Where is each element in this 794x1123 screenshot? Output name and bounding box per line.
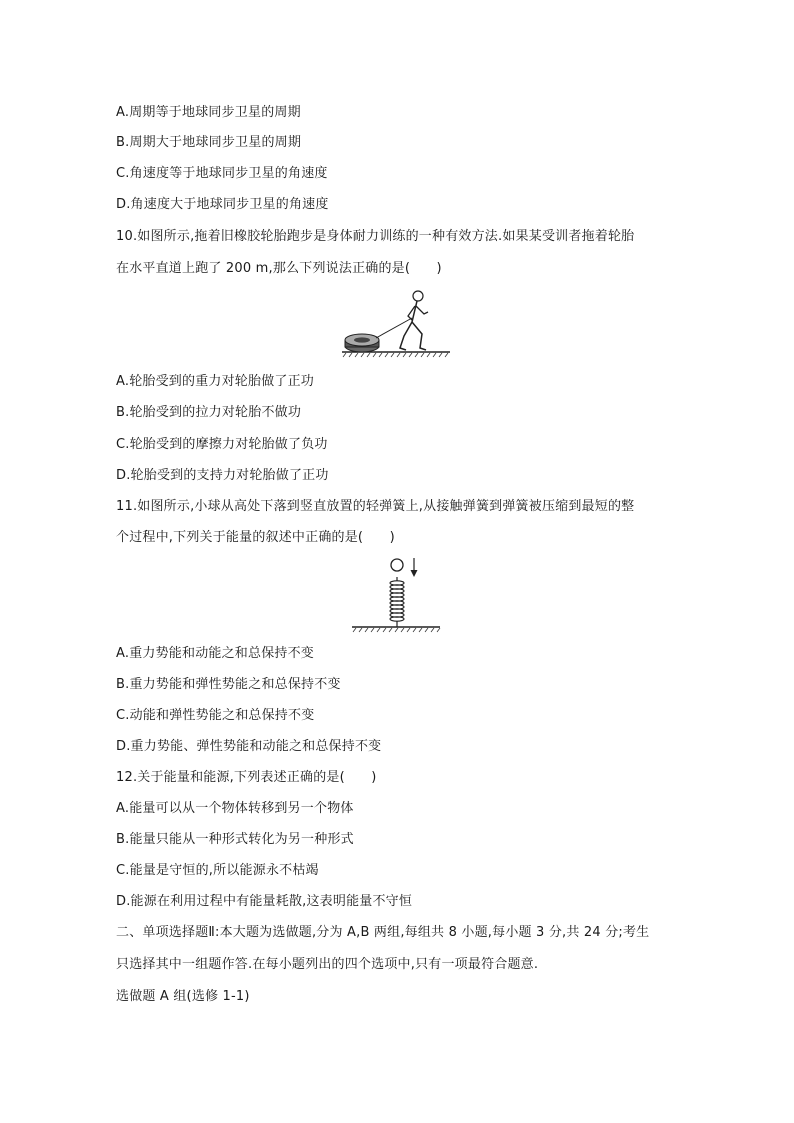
q12-stem: 12.关于能量和能源,下列表述正确的是( ): [116, 770, 377, 785]
section2-instructions-line2: 只选择其中一组题作答.在每小题列出的四个选项中,只有一项最符合题意.: [116, 957, 539, 972]
section2-group-title: 选做题 A 组(选修 1-1): [116, 989, 250, 1004]
q9-option-d: D.角速度大于地球同步卫星的角速度: [116, 197, 329, 212]
q11-stem-line2: 个过程中,下列关于能量的叙述中正确的是( ): [116, 530, 395, 545]
q9-option-a: A.周期等于地球同步卫星的周期: [116, 105, 301, 120]
tire-runner-figure: [340, 288, 452, 358]
q10-option-c: C.轮胎受到的摩擦力对轮胎做了负功: [116, 437, 328, 452]
q11-option-b: B.重力势能和弹性势能之和总保持不变: [116, 677, 341, 692]
q12-option-c: C.能量是守恒的,所以能源永不枯竭: [116, 863, 319, 878]
q10-stem-line1: 10.如图所示,拖着旧橡胶轮胎跑步是身体耐力训练的一种有效方法.如果某受训者拖着轮胎: [116, 229, 635, 244]
q12-option-a: A.能量可以从一个物体转移到另一个物体: [116, 801, 354, 816]
q10-option-a: A.轮胎受到的重力对轮胎做了正功: [116, 374, 314, 389]
q11-stem-line1: 11.如图所示,小球从高处下落到竖直放置的轻弹簧上,从接触弹簧到弹簧被压缩到最短的整: [116, 499, 635, 514]
q9-option-c: C.角速度等于地球同步卫星的角速度: [116, 166, 328, 181]
ball-spring-figure: [350, 555, 442, 637]
q11-option-a: A.重力势能和动能之和总保持不变: [116, 646, 314, 661]
section2-instructions-line1: 二、单项选择题Ⅱ:本大题为选做题,分为 A,B 两组,每组共 8 小题,每小题 3 分,共 24 分;考生: [116, 925, 650, 940]
q12-option-b: B.能量只能从一种形式转化为另一种形式: [116, 832, 354, 847]
q10-option-d: D.轮胎受到的支持力对轮胎做了正功: [116, 468, 329, 483]
q11-option-d: D.重力势能、弹性势能和动能之和总保持不变: [116, 739, 382, 754]
q10-stem-line2: 在水平直道上跑了 200 m,那么下列说法正确的是( ): [116, 261, 442, 276]
q11-option-c: C.动能和弹性势能之和总保持不变: [116, 708, 315, 723]
q12-option-d: D.能源在利用过程中有能量耗散,这表明能量不守恒: [116, 894, 413, 909]
q10-option-b: B.轮胎受到的拉力对轮胎不做功: [116, 405, 302, 420]
q9-option-b: B.周期大于地球同步卫星的周期: [116, 135, 302, 150]
